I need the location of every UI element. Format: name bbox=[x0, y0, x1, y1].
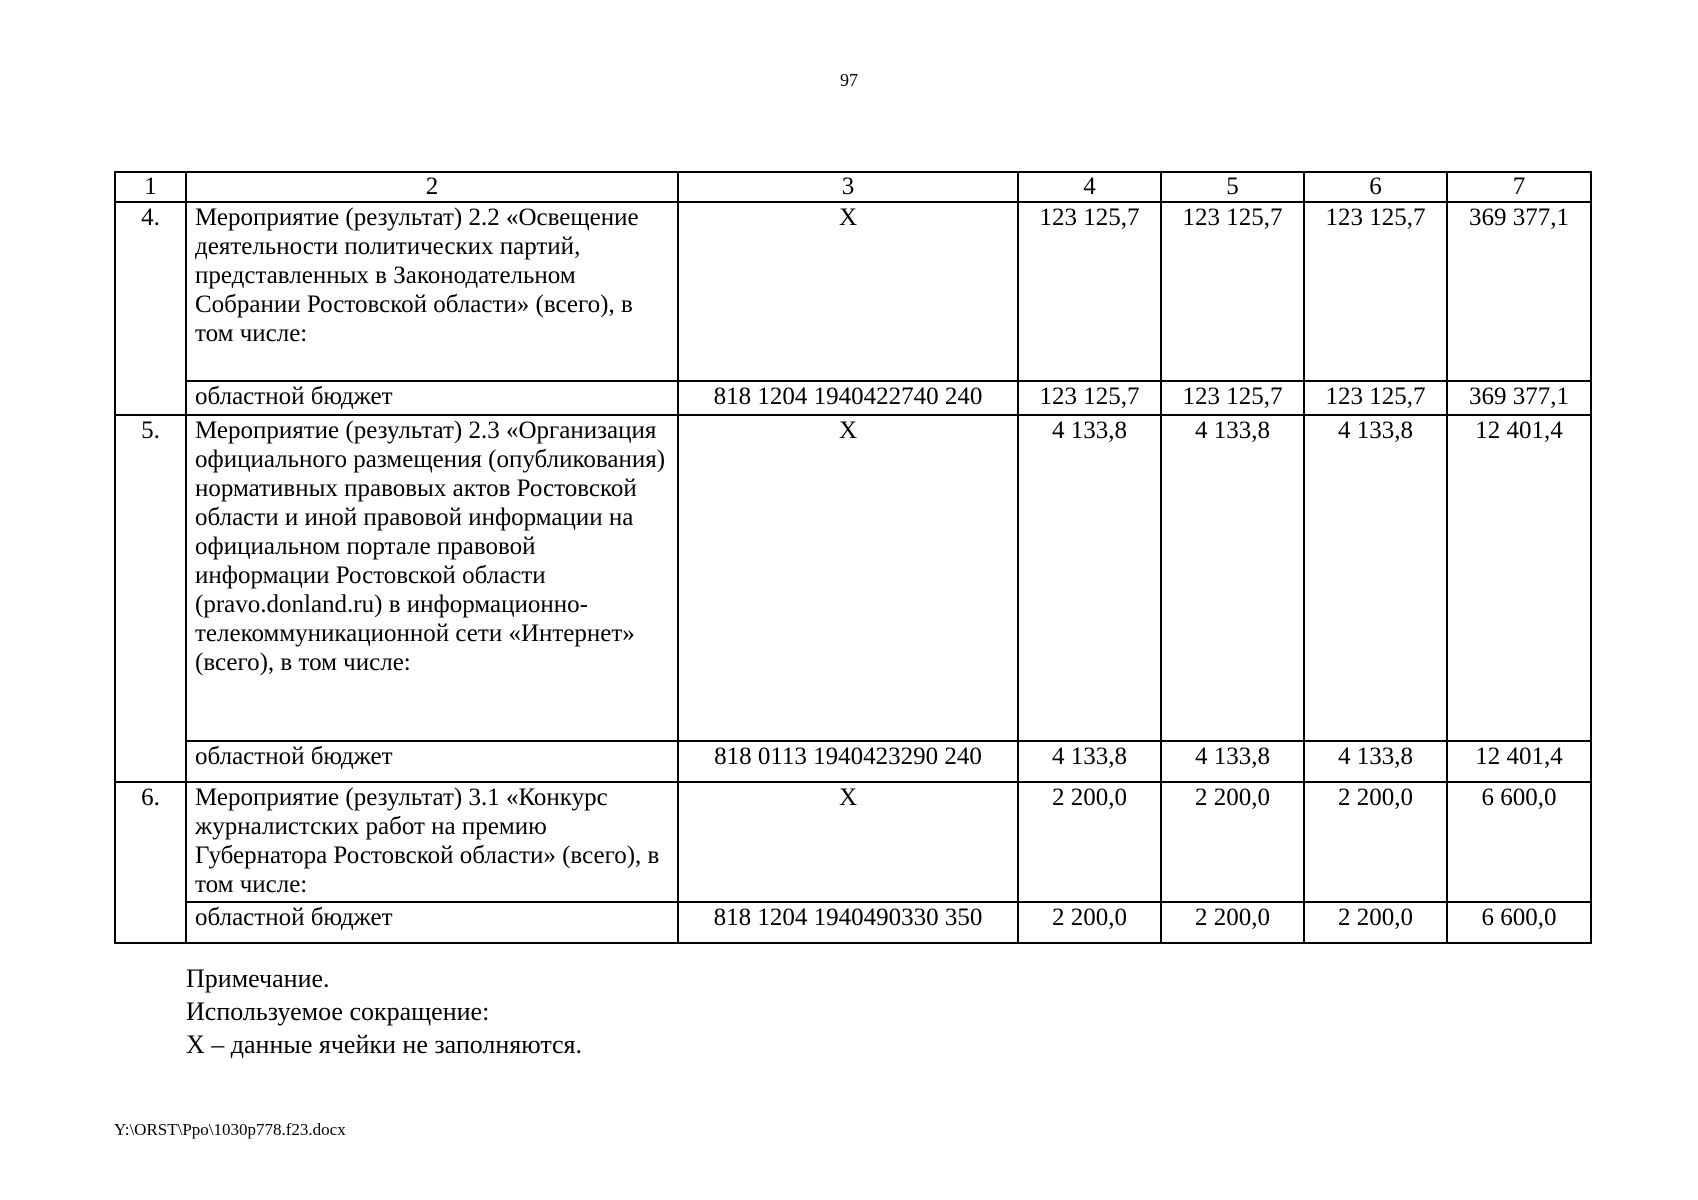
amount-col-4: 123 125,7 bbox=[1018, 381, 1161, 415]
funding-source: областной бюджет bbox=[186, 741, 678, 782]
amount-col-5: 2 200,0 bbox=[1161, 902, 1304, 943]
activity-name: Мероприятие (результат) 2.2 «Освещение деятельности политических партий, представленных в Законодательном Собрании Ростовской области» (всего), в том числе: bbox=[186, 202, 678, 381]
activity-name: Мероприятие (результат) 2.3 «Организация официального размещения (опубликования) нормативных правовых актов Ростовской области и иной правовой информации на официальном портале правовой информации Ростовской области (pravo.donland.ru) в информационно-телекоммуникационной сети «Интернет» (всего), в том числе: bbox=[186, 415, 678, 741]
budget-code: 818 0113 1940423290 240 bbox=[678, 741, 1018, 782]
amount-col-5: 123 125,7 bbox=[1161, 202, 1304, 381]
funding-source: областной бюджет bbox=[186, 902, 678, 943]
table-row bbox=[115, 741, 1591, 782]
column-header: 1 bbox=[115, 172, 186, 202]
amount-col-6: 123 125,7 bbox=[1304, 381, 1447, 415]
row-number: 5. bbox=[115, 415, 186, 782]
table-row bbox=[115, 202, 1591, 381]
amount-col-5: 4 133,8 bbox=[1161, 741, 1304, 782]
amount-col-7: 12 401,4 bbox=[1447, 415, 1591, 741]
budget-code: X bbox=[678, 782, 1018, 902]
column-header: 2 bbox=[186, 172, 678, 202]
amount-col-7: 12 401,4 bbox=[1447, 741, 1591, 782]
amount-col-6: 4 133,8 bbox=[1304, 741, 1447, 782]
activity-name: Мероприятие (результат) 3.1 «Конкурс журналистских работ на премию Губернатора Ростовской области» (всего), в том числе: bbox=[186, 782, 678, 902]
page-number: 97 bbox=[840, 70, 858, 90]
amount-col-4: 2 200,0 bbox=[1018, 902, 1161, 943]
amount-col-4: 4 133,8 bbox=[1018, 741, 1161, 782]
table-row bbox=[115, 381, 1591, 415]
budget-code: 818 1204 1940422740 240 bbox=[678, 381, 1018, 415]
amount-col-4: 123 125,7 bbox=[1018, 202, 1161, 381]
amount-col-5: 2 200,0 bbox=[1161, 782, 1304, 902]
table-row bbox=[115, 902, 1591, 943]
note-block bbox=[186, 962, 582, 1061]
amount-col-5: 123 125,7 bbox=[1161, 381, 1304, 415]
note-line: Используемое сокращение: bbox=[186, 997, 490, 1026]
note-line: X – данные ячейки не заполняются. bbox=[186, 1030, 583, 1059]
amount-col-5: 4 133,8 bbox=[1161, 415, 1304, 741]
column-header: 7 bbox=[1447, 172, 1591, 202]
amount-col-7: 6 600,0 bbox=[1447, 782, 1591, 902]
funding-source: областной бюджет bbox=[186, 381, 678, 415]
amount-col-6: 2 200,0 bbox=[1304, 782, 1447, 902]
amount-col-4: 2 200,0 bbox=[1018, 782, 1161, 902]
table-row bbox=[115, 415, 1591, 741]
budget-code: X bbox=[678, 202, 1018, 381]
amount-col-7: 6 600,0 bbox=[1447, 902, 1591, 943]
row-number: 4. bbox=[115, 202, 186, 415]
column-header: 4 bbox=[1018, 172, 1161, 202]
amount-col-6: 4 133,8 bbox=[1304, 415, 1447, 741]
budget-table bbox=[114, 171, 1592, 944]
amount-col-7: 369 377,1 bbox=[1447, 381, 1591, 415]
row-number: 6. bbox=[115, 782, 186, 943]
table-row bbox=[115, 782, 1591, 902]
amount-col-6: 123 125,7 bbox=[1304, 202, 1447, 381]
table-header-row bbox=[115, 172, 1591, 202]
amount-col-6: 2 200,0 bbox=[1304, 902, 1447, 943]
note-title: Примечание. bbox=[186, 964, 330, 993]
column-header: 6 bbox=[1304, 172, 1447, 202]
budget-code: X bbox=[678, 415, 1018, 741]
budget-code: 818 1204 1940490330 350 bbox=[678, 902, 1018, 943]
file-path-footer: Y:\ORST\Ppo\1030p778.f23.docx bbox=[114, 1120, 346, 1139]
amount-col-4: 4 133,8 bbox=[1018, 415, 1161, 741]
column-header: 5 bbox=[1161, 172, 1304, 202]
column-header: 3 bbox=[678, 172, 1018, 202]
amount-col-7: 369 377,1 bbox=[1447, 202, 1591, 381]
